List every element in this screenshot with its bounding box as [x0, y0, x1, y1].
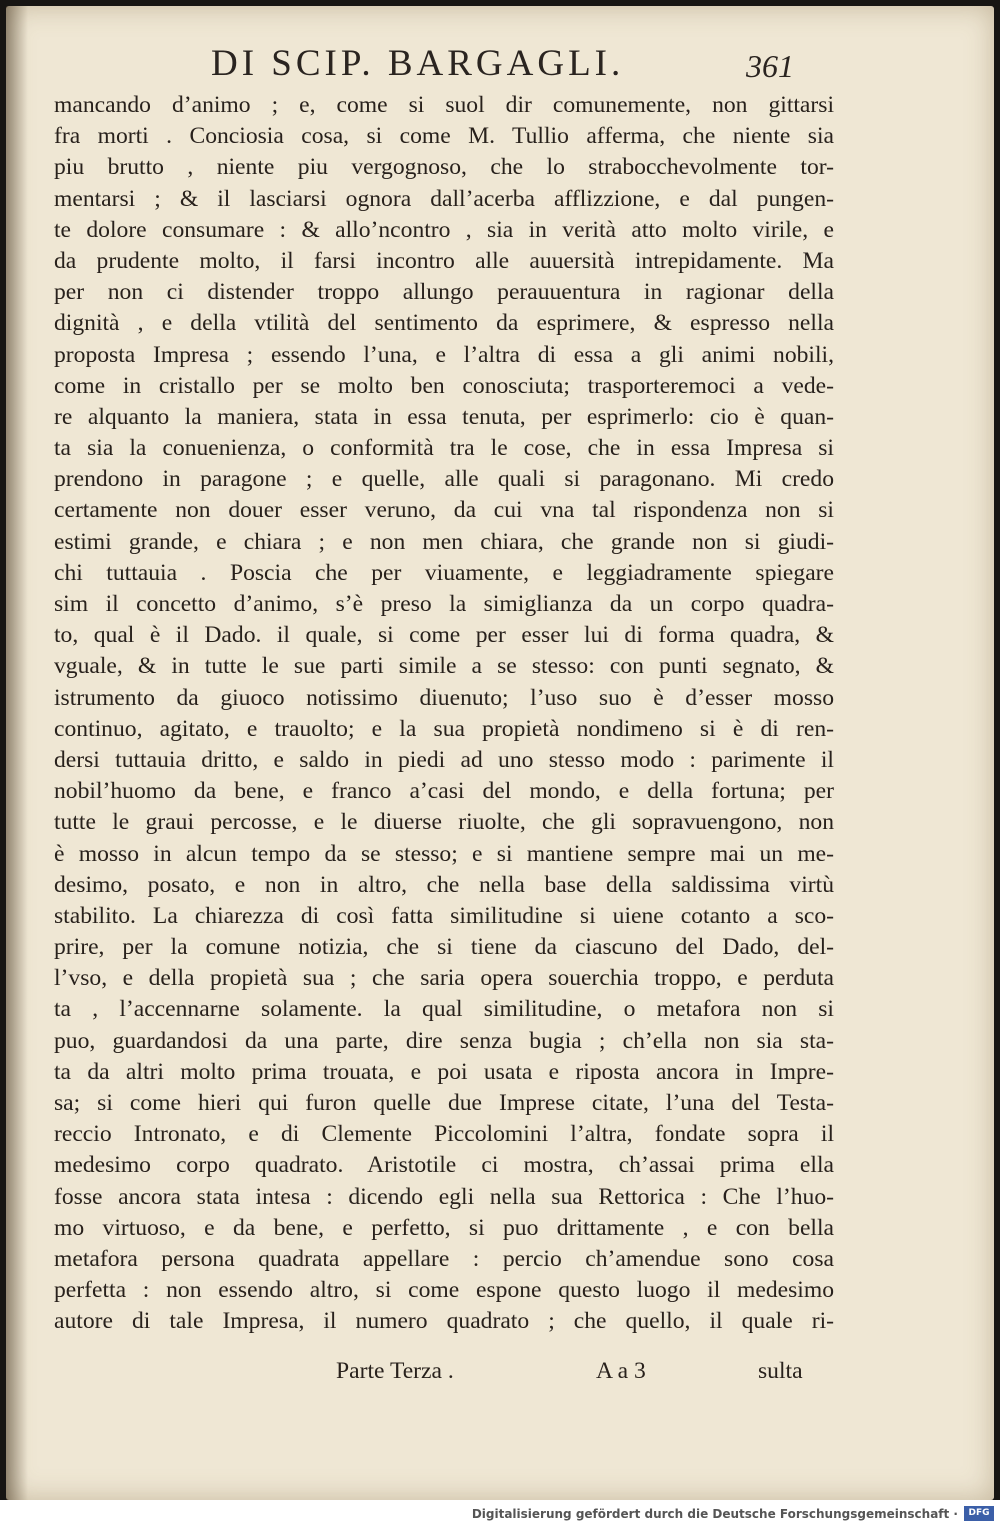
text-line: re alquanto la maniera, stata in essa tenuta, per esprimerlo: cio è quan-: [54, 403, 834, 430]
text-line: stabilito. La chiarezza di così fatta similitudine si uiene cotanto a sco-: [54, 902, 834, 929]
text-line: reccio Intronato, e di Clemente Piccolomini l’altra, fondate sopra il: [54, 1121, 834, 1148]
text-line: come in cristallo per se molto ben conosciuta; trasporteremoci a vede-: [54, 372, 834, 399]
text-line: estimi grande, e chiara ; e non men chiara, che grande non si giudi-: [54, 528, 834, 555]
footer-part-title: Parte Terza .: [336, 1358, 454, 1384]
text-line: piu brutto , niente piu vergognoso, che lo strabocchevolmente tor-: [54, 154, 834, 181]
text-line: mo virtuoso, e da bene, e perfetto, si puo drittamente , e con bella: [54, 1214, 834, 1241]
text-line: chi tuttauia . Poscia che per viuamente, e leggiadramente spiegare: [54, 559, 834, 586]
text-line: ta da altri molto prima trouata, e poi usata e riposta ancora in Impre-: [54, 1058, 834, 1085]
text-line: continuo, agitato, e trauolto; e la sua propietà nondimeno si è di ren-: [54, 715, 834, 742]
page-footer: [6, 1358, 994, 1394]
text-line: è mosso in alcun tempo da se stesso; e si mantiene sempre mai un me-: [54, 840, 834, 867]
dfg-logo: DFG: [964, 1506, 994, 1521]
book-page: [6, 6, 994, 1500]
page-number: 361: [746, 48, 794, 84]
text-line: proposta Impresa ; essendo l’una, e l’altra di essa a gli animi nobili,: [54, 341, 834, 368]
body-text: [54, 90, 834, 1338]
text-line: l’vso, e della propietà sua ; che saria opera souerchia troppo, e perduta: [54, 965, 834, 992]
running-head: DI SCIP. BARGAGLI.: [211, 43, 625, 84]
text-line: ta sia la conuenienza, o conformità tra le cose, che in essa Impresa si: [54, 435, 834, 462]
text-line: vguale, & in tutte le sue parti simile a se stesso: con punti segnato, &: [54, 653, 834, 680]
text-line: sa; si come hieri qui furon quelle due Imprese citate, l’una del Testa-: [54, 1090, 834, 1116]
text-line: fra morti . Conciosia cosa, si come M. Tullio afferma, che niente sia: [54, 123, 834, 150]
text-line: per non ci distender troppo allungo perauuentura in ragionar della: [54, 279, 834, 306]
text-line: desimo, posato, e non in altro, che nella base della saldissima virtù: [54, 871, 834, 898]
credit-bar: [0, 1500, 1000, 1527]
text-line: to, qual è il Dado. il quale, si come per esser lui di forma quadra, &: [54, 622, 834, 649]
text-line: metafora persona quadrata appellare : percio ch’amendue sono cosa: [54, 1245, 834, 1272]
text-line: fosse ancora stata intesa : dicendo egli nella sua Rettorica : Che l’huo-: [54, 1183, 834, 1210]
text-line: prire, per la comune notizia, che si tiene da ciascuno del Dado, del-: [54, 934, 834, 961]
text-line: certamente non douer esser veruno, da cui vna tal rispondenza non si: [54, 497, 834, 524]
text-line: da prudente molto, il farsi incontro alle auuersità intrepidamente. Ma: [54, 247, 834, 274]
text-line: puo, guardandosi da una parte, dire senza bugia ; ch’ella non sia sta-: [54, 1027, 834, 1054]
text-line: dersi tuttauia dritto, e saldo in piedi ad uno stesso modo : parimente il: [54, 746, 834, 773]
signature-mark: A a 3: [596, 1358, 646, 1384]
funding-credit: Digitalisierung gefördert durch die Deutsche Forschungsgemeinschaft ·: [471, 1507, 958, 1521]
text-line: medesimo corpo quadrato. Aristotile ci mostra, ch’assai prima ella: [54, 1152, 834, 1179]
catchword: sulta: [758, 1358, 803, 1384]
text-line: mancando d’animo ; e, come si suol dir comunemente, non gittarsi: [54, 92, 834, 118]
text-line: te dolore consumare : & allo’ncontro , sia in verità atto molto virile, e: [54, 216, 834, 243]
page-gutter-shadow: [6, 6, 28, 1500]
text-line: ta , l’accennarne solamente. la qual similitudine, o metafora non si: [54, 996, 834, 1023]
text-line: autore di tale Impresa, il numero quadrato ; che quello, il quale ri-: [54, 1308, 834, 1335]
text-line: prendono in paragone ; e quelle, alle quali si paragonano. Mi credo: [54, 466, 834, 493]
text-line: nobil’huomo da bene, e franco a’casi del mondo, e della fortuna; per: [54, 778, 834, 805]
text-line: istrumento da giuoco notissimo diuenuto; l’uso suo è d’esser mosso: [54, 684, 834, 711]
text-line: mentarsi ; & il lasciarsi ognora dall’acerba afflizzione, e dal pungen-: [54, 185, 834, 212]
text-line: dignità , e della vtilità del sentimento da esprimere, & espresso nella: [54, 310, 834, 337]
text-line: tutte le graui percosse, e le diuerse riuolte, che gli sopravuengono, non: [54, 809, 834, 836]
text-line: perfetta : non essendo altro, si come espone questo luogo il medesimo: [54, 1277, 834, 1304]
text-line: sim il concetto d’animo, s’è preso la simiglianza da un corpo quadra-: [54, 591, 834, 617]
